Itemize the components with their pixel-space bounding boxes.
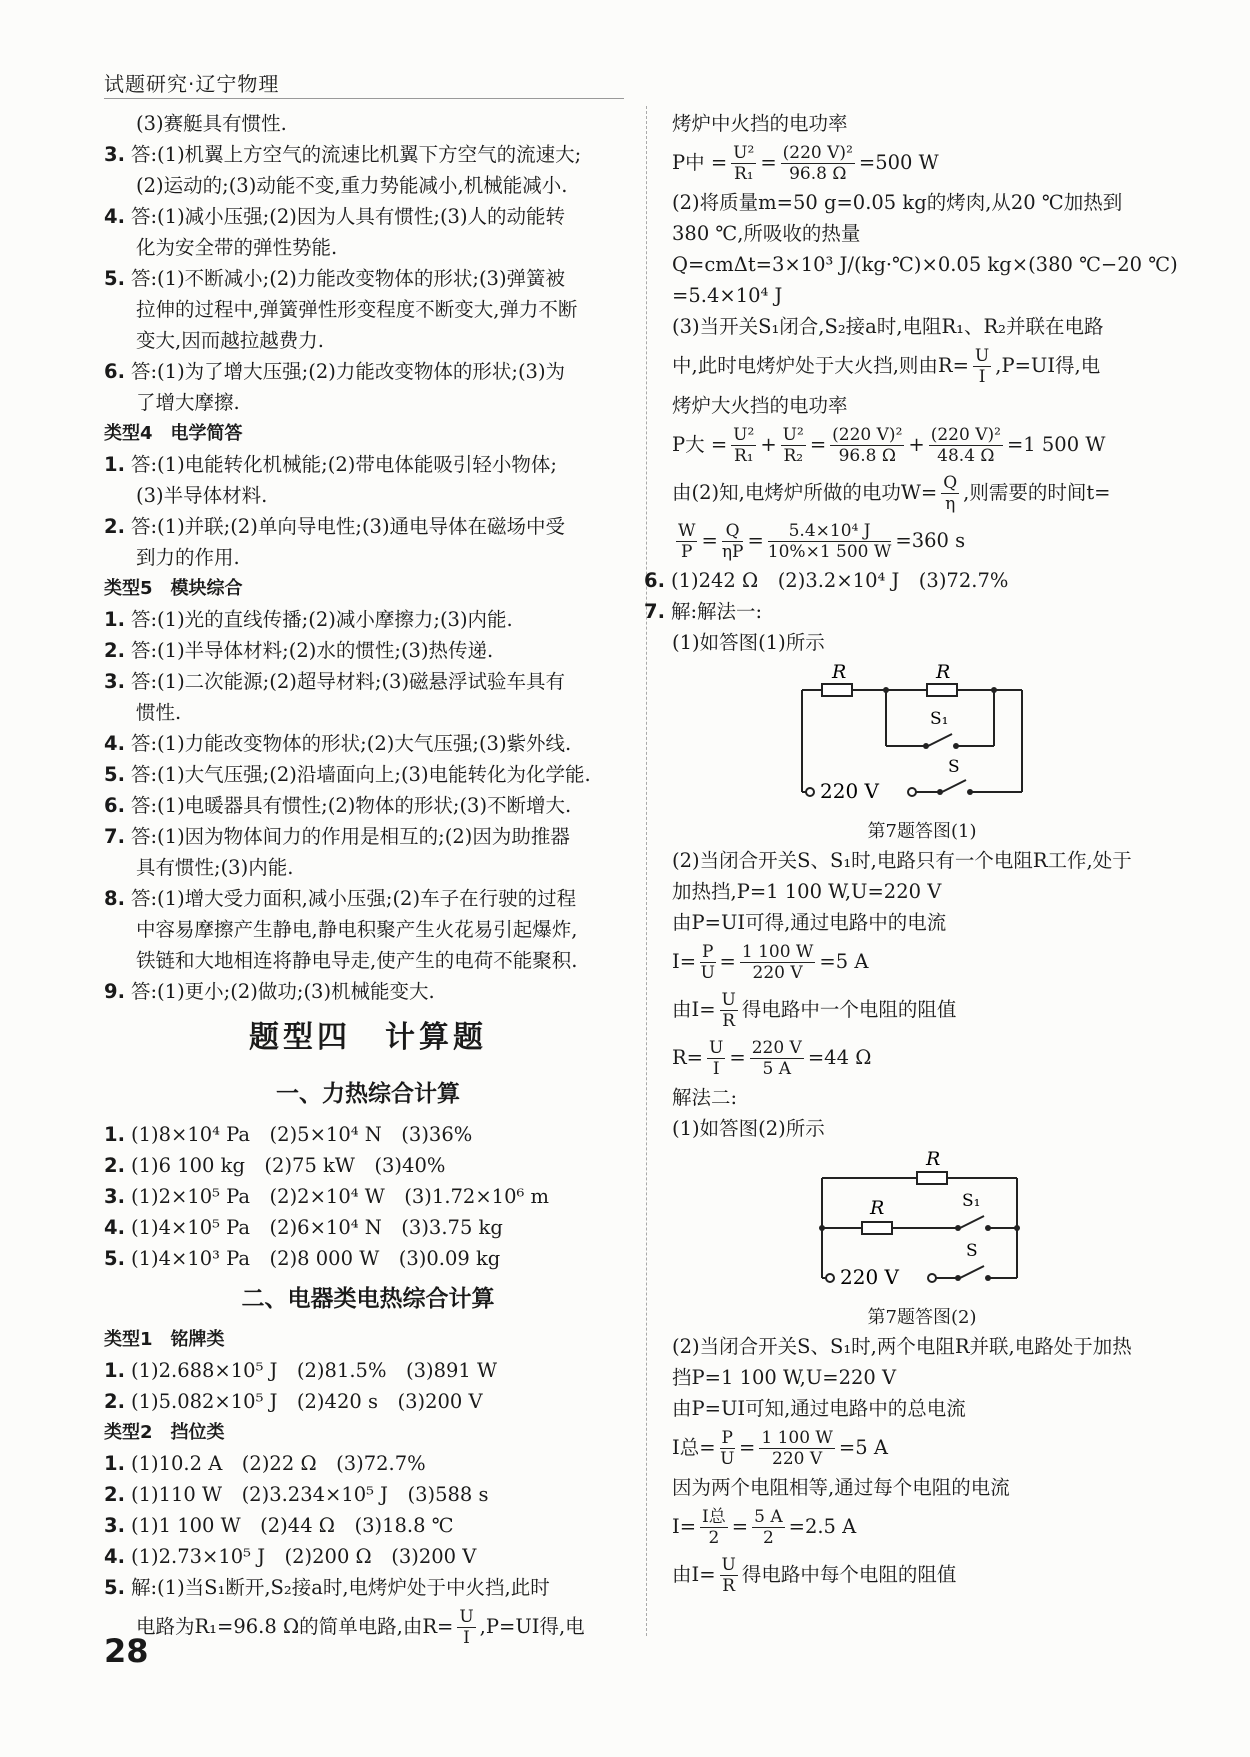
item-number: 9. xyxy=(104,980,125,1003)
answer-line xyxy=(104,1386,632,1417)
equation-resistance: R= $\frac{U}{I}$ = $\frac{220 V}{5 A}$ =44 Ω xyxy=(672,1037,872,1079)
force-heat-answers xyxy=(104,1119,632,1274)
answer-text: (2)运动的;(3)动能不变,重力势能减小,机械能减小. xyxy=(136,174,568,197)
answer-line xyxy=(104,1243,632,1274)
text-line: 由P=UI可得,通过电路中的电流 xyxy=(672,911,947,934)
answer-text: (1)10.2 A (2)22 Ω (3)72.7% xyxy=(130,1452,426,1475)
nameplate-answers xyxy=(104,1355,632,1417)
answer-text: 答:(1)并联;(2)单向导电性;(3)通电导体在磁场中受 xyxy=(130,515,566,538)
answer-text: 铁链和大地相连将静电导走,使产生的电荷不能聚积. xyxy=(136,949,578,972)
text-line: (1)如答图(2)所示 xyxy=(672,1117,825,1140)
answer-text: (1)1 100 W (2)44 Ω (3)18.8 ℃ xyxy=(130,1514,454,1537)
answer-text: 到力的作用. xyxy=(136,546,240,569)
item-number: 2. xyxy=(104,1154,125,1177)
item-number: 3. xyxy=(104,143,125,166)
text-line: 解法二: xyxy=(672,1086,738,1109)
column-divider xyxy=(646,106,647,1636)
item-number: 7. xyxy=(104,825,125,848)
answer-line xyxy=(104,387,632,418)
text-line: 由P=UI可知,通过电路中的总电流 xyxy=(672,1397,966,1420)
formula-line: 由(2)知,电烤炉所做的电功W= $\frac{Q}{\eta}$ ,则需要的时间t= xyxy=(672,472,1111,514)
item-number: 4. xyxy=(104,1545,125,1568)
formula-line: 电路为R₁=96.8 Ω的简单电路,由R= $\frac{U}{I}$ ,P=UI得,电 xyxy=(136,1606,585,1648)
answer-line xyxy=(104,232,632,263)
figure-caption: 第7题答图(1) xyxy=(867,821,977,842)
formula-line: 中,此时电烤炉处于大火挡,则由R= $\frac{U}{I}$ ,P=UI得,电 xyxy=(672,345,1101,387)
item-number: 1. xyxy=(104,1452,125,1475)
answer-text: (1)8×10⁴ Pa (2)5×10⁴ N (3)36% xyxy=(130,1123,473,1146)
answer-line xyxy=(104,139,632,170)
answer-line xyxy=(104,604,632,635)
circuit-diagram-2 xyxy=(672,1150,1172,1305)
item-number: 3. xyxy=(104,1514,125,1537)
switch-label: S xyxy=(948,757,960,777)
running-header: 试题研究·辽宁物理 xyxy=(104,72,280,96)
answer-line xyxy=(104,1448,632,1479)
item-number: 4. xyxy=(104,1216,125,1239)
item-number: 2. xyxy=(104,639,125,662)
answer-line xyxy=(104,1541,632,1572)
answer-line xyxy=(104,542,632,573)
text-line: (1)如答图(1)所示 xyxy=(672,631,825,654)
answer-text: (1)2.73×10⁵ J (2)200 Ω (3)200 V xyxy=(130,1545,477,1568)
resistor-label: R xyxy=(926,1150,941,1170)
resistor-label: R xyxy=(936,664,951,683)
equation-branch-current: I= $\frac{\text{I总}}{2}$ = $\frac{5 A}{2}$ =2.5 A xyxy=(672,1506,857,1548)
answer-text: 答:(1)减小压强;(2)因为人具有惯性;(3)人的动能转 xyxy=(130,205,566,228)
equation-total-current: I总= $\frac{P}{U}$ = $\frac{1 100 W}{220 V}$ =5 A xyxy=(672,1427,888,1469)
answer-text: 惯性. xyxy=(136,701,182,724)
answer-text: 中容易摩擦产生静电,静电积聚产生火花易引起爆炸, xyxy=(136,918,578,941)
formula-line: 由I= $\frac{U}{R}$ 得电路中一个电阻的阻值 xyxy=(672,989,957,1031)
equation-time: $\frac{W}{P}$ = $\frac{Q}{\eta P}$ = $\frac{\text{5.4×10⁴ J}}{10\%\times 1 500 W}$ =360 s xyxy=(678,520,966,562)
text-line: 因为两个电阻相等,通过每个电阻的电流 xyxy=(672,1476,1010,1499)
answer-text: 变大,因而越拉越费力. xyxy=(136,329,324,352)
answer-text: 答:(1)机翼上方空气的流速比机翼下方空气的流速大; xyxy=(130,143,582,166)
answer-text: 答:(1)力能改变物体的形状;(2)大气压强;(3)紫外线. xyxy=(130,732,572,755)
answer-text: (1)110 W (2)3.234×10⁵ J (3)588 s xyxy=(130,1483,489,1506)
item-number: 4. xyxy=(104,732,125,755)
item-number: 8. xyxy=(104,887,125,910)
answer-line xyxy=(104,1510,632,1541)
answer-line xyxy=(104,1355,632,1386)
text-line: 烤炉大火挡的电功率 xyxy=(672,394,848,417)
answer-text: 化为安全带的弹性势能. xyxy=(136,236,338,259)
item-number: 2. xyxy=(104,1390,125,1413)
appliance-heading: 二、电器类电热综合计算 xyxy=(241,1286,495,1312)
answer-line xyxy=(104,976,632,1007)
voltage-label: 220 V xyxy=(820,779,879,803)
answer-line xyxy=(104,325,632,356)
equation-medium-power: P中 = $\frac{\text{U²}}{\text{R₁}}$ = $\frac{\text{(220 V)²}}{96.8 \Omega}$ =500 W xyxy=(672,142,939,184)
answer-line xyxy=(104,201,632,232)
answer-text: 答:(1)因为物体间力的作用是相互的;(2)因为助推器 xyxy=(130,825,570,848)
answer-line xyxy=(104,759,632,790)
answer-text: (1)4×10³ Pa (2)8 000 W (3)0.09 kg xyxy=(130,1247,501,1270)
answer-line xyxy=(104,1572,632,1603)
figure-caption: 第7题答图(2) xyxy=(867,1307,977,1328)
answer-line xyxy=(104,914,632,945)
switch-label: S₁ xyxy=(962,1191,981,1211)
item-number: 6. xyxy=(104,360,125,383)
gear-answers xyxy=(104,1448,632,1603)
right-column xyxy=(644,108,1178,1599)
answer-text: (1)2×10⁵ Pa (2)2×10⁴ W (3)1.72×10⁶ m xyxy=(130,1185,549,1208)
text-line: =5.4×10⁴ J xyxy=(672,284,783,307)
answer-text: 答:(1)二次能源;(2)超导材料;(3)磁悬浮试验车具有 xyxy=(130,670,566,693)
equation-high-power: P大 = $\frac{\text{U²}}{\text{R₁}}$ + $\frac{\text{U²}}{\text{R₂}}$ = $\frac{\text{(220 V)²}}{96.8 \Omega}$ + $\frac{\text{(220 V)²}}{48.4 \Omega}$ =1 500 W xyxy=(672,424,1106,466)
answer-line xyxy=(104,790,632,821)
item-number: 1. xyxy=(104,608,125,631)
switch-label: S₁ xyxy=(930,709,949,729)
answer-text: (1)2.688×10⁵ J (2)81.5% (3)891 W xyxy=(130,1359,498,1382)
answer-line: 6. (1)242 Ω (2)3.2×10⁴ J (3)72.7% xyxy=(644,569,1009,592)
item-number: 5. xyxy=(104,763,125,786)
answer-text: 答:(1)光的直线传播;(2)减小摩擦力;(3)内能. xyxy=(130,608,513,631)
text-line: 烤炉中火挡的电功率 xyxy=(672,112,848,135)
header-rule xyxy=(104,98,624,99)
answer-line xyxy=(104,356,632,387)
resistor-label: R xyxy=(870,1197,885,1219)
answer-line xyxy=(104,1119,632,1150)
answer-line xyxy=(104,480,632,511)
answer-line xyxy=(104,108,632,139)
item-number: 4. xyxy=(104,205,125,228)
answer-line xyxy=(104,945,632,976)
answer-text: 答:(1)不断减小;(2)力能改变物体的形状;(3)弹簧被 xyxy=(130,267,566,290)
answer-text: 了增大摩擦. xyxy=(136,391,240,414)
answer-text: 答:(1)大气压强;(2)沿墙面向上;(3)电能转化为化学能. xyxy=(130,763,591,786)
answer-line: 7. 解:解法一: xyxy=(644,600,763,623)
answer-text: 答:(1)电能转化机械能;(2)带电体能吸引轻小物体; xyxy=(130,453,557,476)
item-number: 5. xyxy=(104,267,125,290)
short-answer-list xyxy=(104,108,632,418)
answer-text: 答:(1)半导体材料;(2)水的惯性;(3)热传递. xyxy=(130,639,494,662)
answer-line xyxy=(104,883,632,914)
formula-line: 由I= $\frac{U}{R}$ 得电路中每个电阻的阻值 xyxy=(672,1554,957,1596)
answer-text: 答:(1)更小;(2)做功;(3)机械能变大. xyxy=(130,980,435,1003)
force-heat-heading: 一、力热综合计算 xyxy=(276,1081,460,1107)
answer-line xyxy=(104,1150,632,1181)
answer-text: 拉伸的过程中,弹簧弹性形变程度不断变大,弹力不断 xyxy=(136,298,578,321)
answer-line xyxy=(104,728,632,759)
answer-line xyxy=(104,697,632,728)
resistor-label: R xyxy=(832,664,847,683)
answer-text: 答:(1)为了增大压强;(2)力能改变物体的形状;(3)为 xyxy=(130,360,566,383)
item-number: 5. xyxy=(104,1247,125,1270)
page-number: 28 xyxy=(104,1632,149,1670)
answer-text: 具有惯性;(3)内能. xyxy=(136,856,294,879)
answer-text: (1)5.082×10⁵ J (2)420 s (3)200 V xyxy=(130,1390,483,1413)
text-line: Q=cmΔt=3×10³ J/(kg·℃)×0.05 kg×(380 ℃−20 ℃) xyxy=(672,253,1178,276)
circuit-diagram-1 xyxy=(672,664,1172,819)
answer-text: 答:(1)电暖器具有惯性;(2)物体的形状;(3)不断增大. xyxy=(130,794,572,817)
answer-text: (3)赛艇具有惯性. xyxy=(136,112,287,135)
answer-line xyxy=(104,263,632,294)
answer-line xyxy=(104,852,632,883)
type5-heading: 类型5 模块综合 xyxy=(104,578,243,599)
item-number: 3. xyxy=(104,1185,125,1208)
section-title: 题型四 计算题 xyxy=(249,1020,487,1055)
module-answers xyxy=(104,604,632,1007)
electric-answers xyxy=(104,449,632,573)
item-number: 5. xyxy=(104,1576,125,1599)
item-number: 6. xyxy=(104,794,125,817)
item-number: 3. xyxy=(104,670,125,693)
answer-line xyxy=(104,1181,632,1212)
answer-text: (1)6 100 kg (2)75 kW (3)40% xyxy=(130,1154,446,1177)
text-line: (2)将质量m=50 g=0.05 kg的烤肉,从20 ℃加热到 xyxy=(672,191,1123,214)
answer-text: (1)4×10⁵ Pa (2)6×10⁴ N (3)3.75 kg xyxy=(130,1216,503,1239)
text-line: 加热挡,P=1 100 W,U=220 V xyxy=(672,880,942,903)
item-number: 1. xyxy=(104,1123,125,1146)
answer-line xyxy=(104,449,632,480)
answer-line xyxy=(104,170,632,201)
text-line: (3)当开关S₁闭合,S₂接a时,电阻R₁、R₂并联在电路 xyxy=(672,315,1104,338)
answer-line xyxy=(104,511,632,542)
answer-line xyxy=(104,294,632,325)
answer-line xyxy=(104,821,632,852)
type4-heading: 类型4 电学简答 xyxy=(104,423,243,444)
item-number: 2. xyxy=(104,1483,125,1506)
voltage-label: 220 V xyxy=(840,1265,899,1289)
type2-heading: 类型2 挡位类 xyxy=(104,1422,225,1443)
answer-line xyxy=(104,635,632,666)
item-number: 1. xyxy=(104,453,125,476)
left-column xyxy=(104,108,632,1651)
answer-text: 答:(1)增大受力面积,减小压强;(2)车子在行驶的过程 xyxy=(130,887,577,910)
answer-text: 解:(1)当S₁断开,S₂接a时,电烤炉处于中火挡,此时 xyxy=(130,1576,550,1599)
item-number: 1. xyxy=(104,1359,125,1382)
answer-line xyxy=(104,666,632,697)
text-line: 挡P=1 100 W,U=220 V xyxy=(672,1366,897,1389)
text-line: 380 ℃,所吸收的热量 xyxy=(672,222,861,245)
equation-current: I= $\frac{P}{U}$ = $\frac{1 100 W}{220 V}$ =5 A xyxy=(672,941,869,983)
answer-line xyxy=(104,1479,632,1510)
type1-heading: 类型1 铭牌类 xyxy=(104,1329,225,1350)
text-line: (2)当闭合开关S、S₁时,电路只有一个电阻R工作,处于 xyxy=(672,849,1132,872)
answer-text: (3)半导体材料. xyxy=(136,484,268,507)
item-number: 2. xyxy=(104,515,125,538)
answer-line xyxy=(104,1212,632,1243)
text-line: (2)当闭合开关S、S₁时,两个电阻R并联,电路处于加热 xyxy=(672,1335,1132,1358)
switch-label: S xyxy=(966,1241,978,1261)
